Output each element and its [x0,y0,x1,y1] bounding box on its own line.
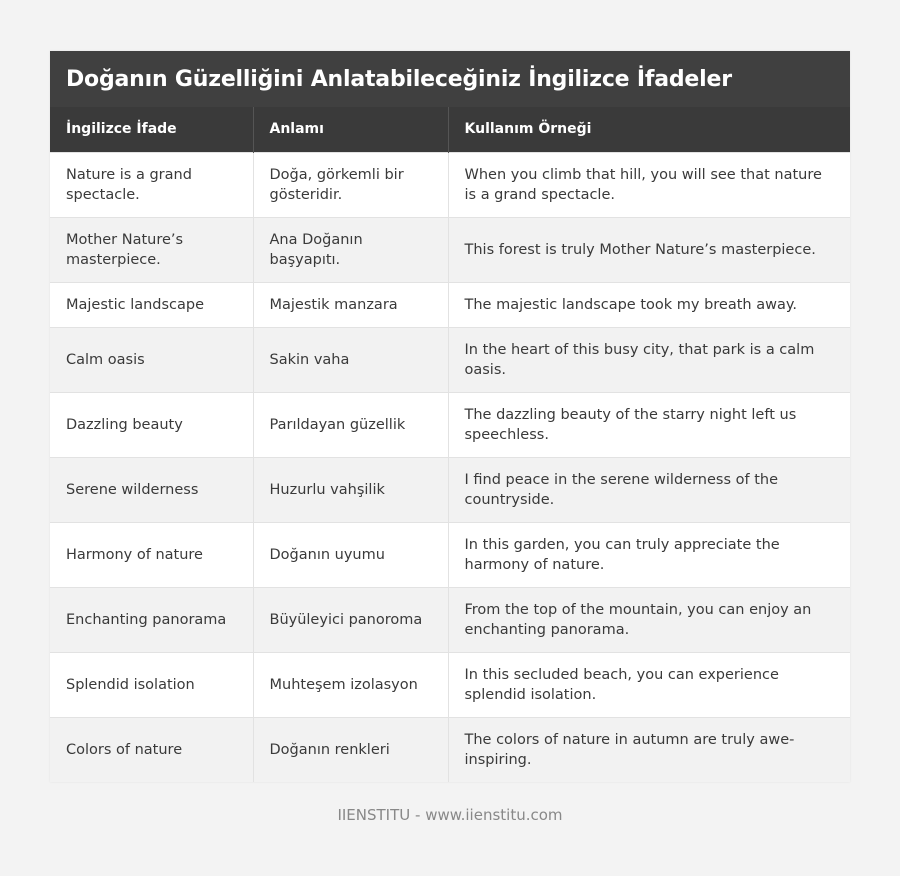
table-row [50,587,850,652]
table-row [50,652,850,717]
column-header-example: Kullanım Örneği [448,107,850,152]
table-row [50,522,850,587]
footer-credit: IIENSTITU - www.iienstitu.com [337,806,563,824]
title-bar [50,51,850,107]
phrase-cell: Nature is a grand spectacle. [50,152,253,217]
phrase-cell: Enchanting panorama [50,587,253,652]
example-cell: This forest is truly Mother Nature’s masterpiece. [448,217,850,282]
table-header [50,107,850,152]
example-cell: I find peace in the serene wilderness of the countryside. [448,457,850,522]
phrase-cell: Dazzling beauty [50,392,253,457]
meaning-cell: Sakin vaha [253,327,448,392]
phrase-cell: Mother Nature’s masterpiece. [50,217,253,282]
phrase-cell: Colors of nature [50,717,253,782]
phrases-table [50,107,850,782]
meaning-cell: Muhteşem izolasyon [253,652,448,717]
example-cell: When you climb that hill, you will see that nature is a grand spectacle. [448,152,850,217]
meaning-cell: Doğanın renkleri [253,717,448,782]
phrase-cell: Splendid isolation [50,652,253,717]
meaning-cell: Huzurlu vahşilik [253,457,448,522]
phrase-cell: Serene wilderness [50,457,253,522]
example-cell: From the top of the mountain, you can enjoy an enchanting panorama. [448,587,850,652]
example-cell: In this garden, you can truly appreciate the harmony of nature. [448,522,850,587]
example-cell: In this secluded beach, you can experience splendid isolation. [448,652,850,717]
phrases-card [50,51,850,782]
example-cell: In the heart of this busy city, that park is a calm oasis. [448,327,850,392]
page-title: Doğanın Güzelliğini Anlatabileceğiniz İngilizce İfadeler [66,66,732,92]
meaning-cell: Büyüleyici panoroma [253,587,448,652]
phrase-cell: Harmony of nature [50,522,253,587]
meaning-cell: Doğa, görkemli bir gösteridir. [253,152,448,217]
phrase-cell: Calm oasis [50,327,253,392]
meaning-cell: Ana Doğanın başyapıtı. [253,217,448,282]
example-cell: The majestic landscape took my breath away. [448,282,850,327]
table-body [50,152,850,782]
table-row [50,152,850,217]
phrase-cell: Majestic landscape [50,282,253,327]
column-header-phrase: İngilizce İfade [66,121,177,138]
meaning-cell: Majestik manzara [253,282,448,327]
table-row [50,327,850,392]
meaning-cell: Parıldayan güzellik [253,392,448,457]
header-row [50,107,850,152]
table-row [50,457,850,522]
column-header-meaning: Anlamı [253,107,448,152]
table-row [50,282,850,327]
example-cell: The colors of nature in autumn are truly awe-inspiring. [448,717,850,782]
example-cell: The dazzling beauty of the starry night left us speechless. [448,392,850,457]
table-row [50,717,850,782]
table-row [50,217,850,282]
meaning-cell: Doğanın uyumu [253,522,448,587]
table-row [50,392,850,457]
